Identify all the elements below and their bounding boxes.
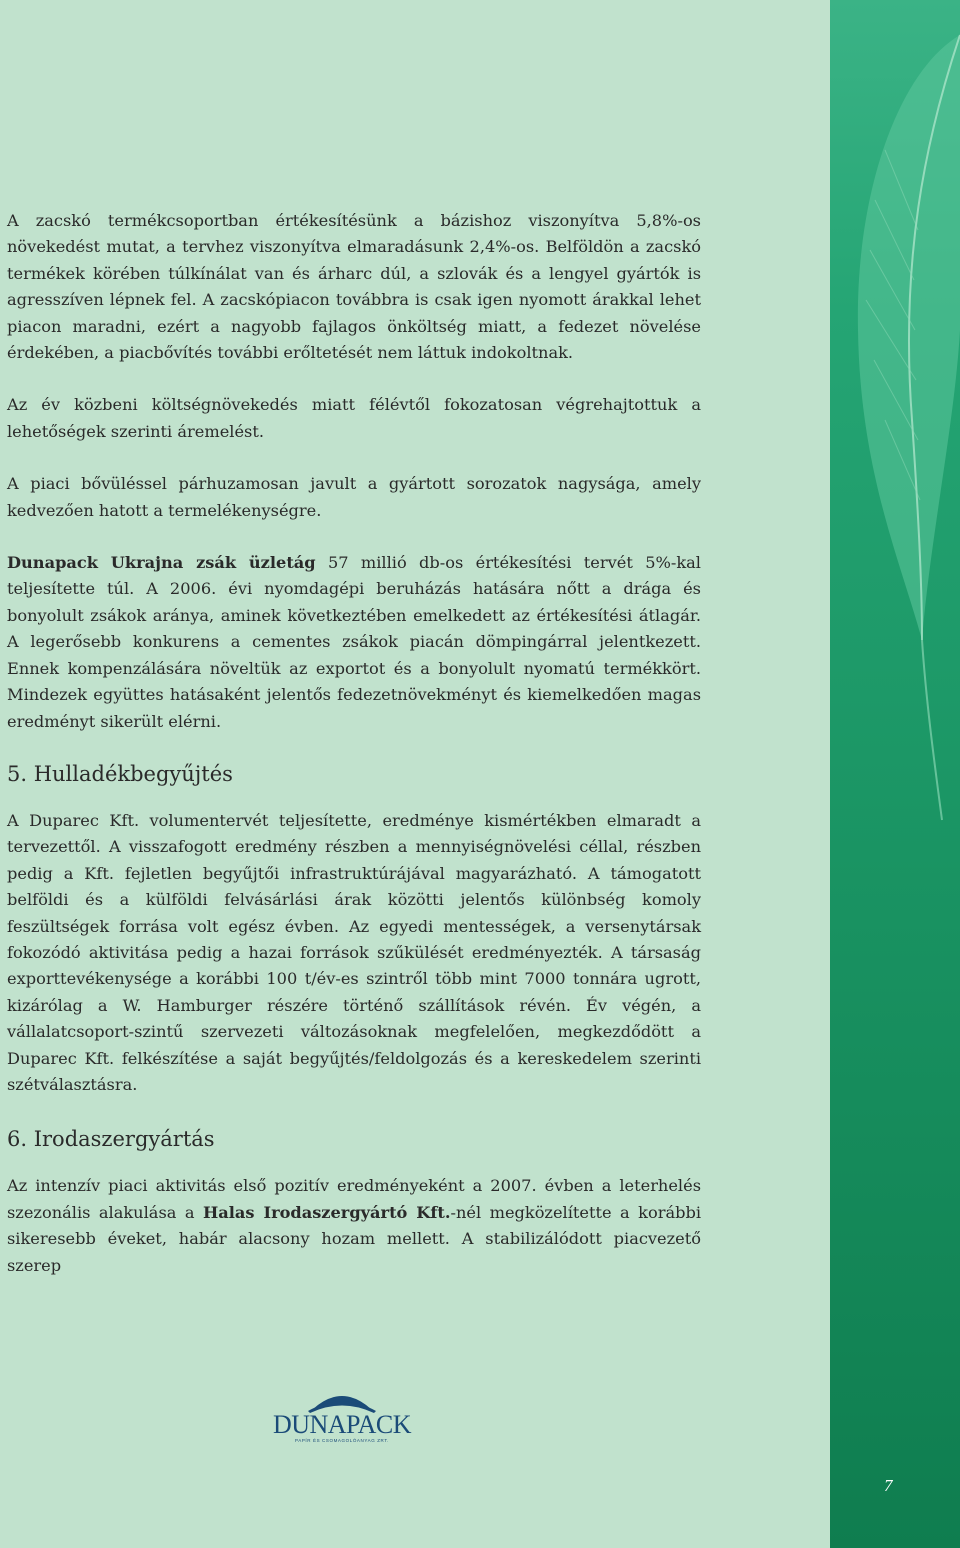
paragraph-section-5: A Duparec Kft. volumentervét teljesítette, eredménye kismértékben elmaradt a tervezettől. A visszafogott eredmény részben a mennyiségnövelési céllal, részben pedig a Kft. fejletlen begyűjtői infrastruktúrájával magyarázható. A támogatott belföldi és a külföldi felvásárlási árak közötti jelentős különbség komoly feszültségek forrása volt egész évben. Az egyedi mentességek, a versenytársak fokozódó aktivitása pedig a hazai források szűkülését eredményezték. A társaság exporttevékenysége a korábbi 100 t/év-es szintről több mint 7000 tonnára ugrott, kizárólag a W. Hamburger részére történő szállítások révén. Év végén, a vállalatcsoport-szintű szervezeti változásoknak megfelelően, megkezdődött a Duparec Kft. felkészítése a saját begyűjtés/feldolgozás és a kereskedelem szerinti szétválasztásra. — [7, 810, 701, 1094]
paragraph-aremeles: Az év közbeni költségnövekedés miatt félévtől fokozatosan végrehajtottuk a lehetőségek szerinti áremelést. — [7, 395, 701, 441]
page-number: 7 — [884, 1476, 893, 1495]
section-6-bold: Halas Irodaszergyártó Kft. — [203, 1202, 451, 1222]
paragraph-termelekenyseg: A piaci bővüléssel párhuzamosan javult a gyártott sorozatok nagysága, amely kedvezően hatott a termelékenységre. — [7, 474, 701, 520]
ukrajna-text: 57 millió db-os értékesítési tervét 5%-kal teljesítette túl. A 2006. évi nyomdagépi beruházás hatására nőtt a drága és bonyolult zsákok aránya, aminek következtében emelkedett az értékesítési átlagár. A legerősebb konkurens a cementes zsákok piacán dömpingárral jelentkezett. Ennek kompenzálására növeltük az exportot és a bonyolult nyomatú termékkört. Mindezek együttes hatásaként jelentős fedezetnövekményt és kiemelkedően magas eredményt sikerült elérni. — [7, 553, 701, 731]
ukrajna-bold: Dunapack Ukrajna zsák üzletág — [7, 553, 316, 573]
paragraph-zacsko: A zacskó termékcsoportban értékesítésünk a bázishoz viszonyítva 5,8%-os növekedést mutat, a tervhez viszonyítva elmaradásunk 2,4%-os. Belföldön a zacskó termékek körében túlkínálat van és árharc dúl, a szlovák és a lengyel gyártók is agresszíven lépnek fel. A zacskópiacon továbbra is csak igen nyomott árakkal lehet piacon maradni, ezért a nagyobb fajlagos önköltség miatt, a fedezet növelése érdekében, a piacbővítés további erőltetését nem láttuk indokoltnak. — [7, 211, 701, 363]
heading-section-6: 6. Irodaszergyártás — [7, 1127, 215, 1152]
logo-subtitle: PAPÍR ÉS CSOMAGOLÓANYAG ZRT. — [294, 1438, 390, 1443]
logo-wordmark: DUNAPACK — [272, 1410, 412, 1439]
article-body — [7, 208, 701, 1305]
paragraph-section-6 — [7, 1173, 701, 1279]
section-6-text-before: Az intenzív piaci aktivitás első pozitív eredményeként a 2007. évben a leterhelés szezonális alakulása a — [7, 1176, 701, 1222]
leaf-illustration — [830, 0, 960, 1548]
paragraph-ukrajna — [7, 550, 701, 735]
section-6-text-after: -nél megközelítette a korábbi sikeresebb éveket, habár alacsony hozam mellett. A stabilizálódott piacvezető szerep — [7, 1202, 702, 1275]
heading-section-5: 5. Hulladékbegyűjtés — [7, 761, 233, 786]
